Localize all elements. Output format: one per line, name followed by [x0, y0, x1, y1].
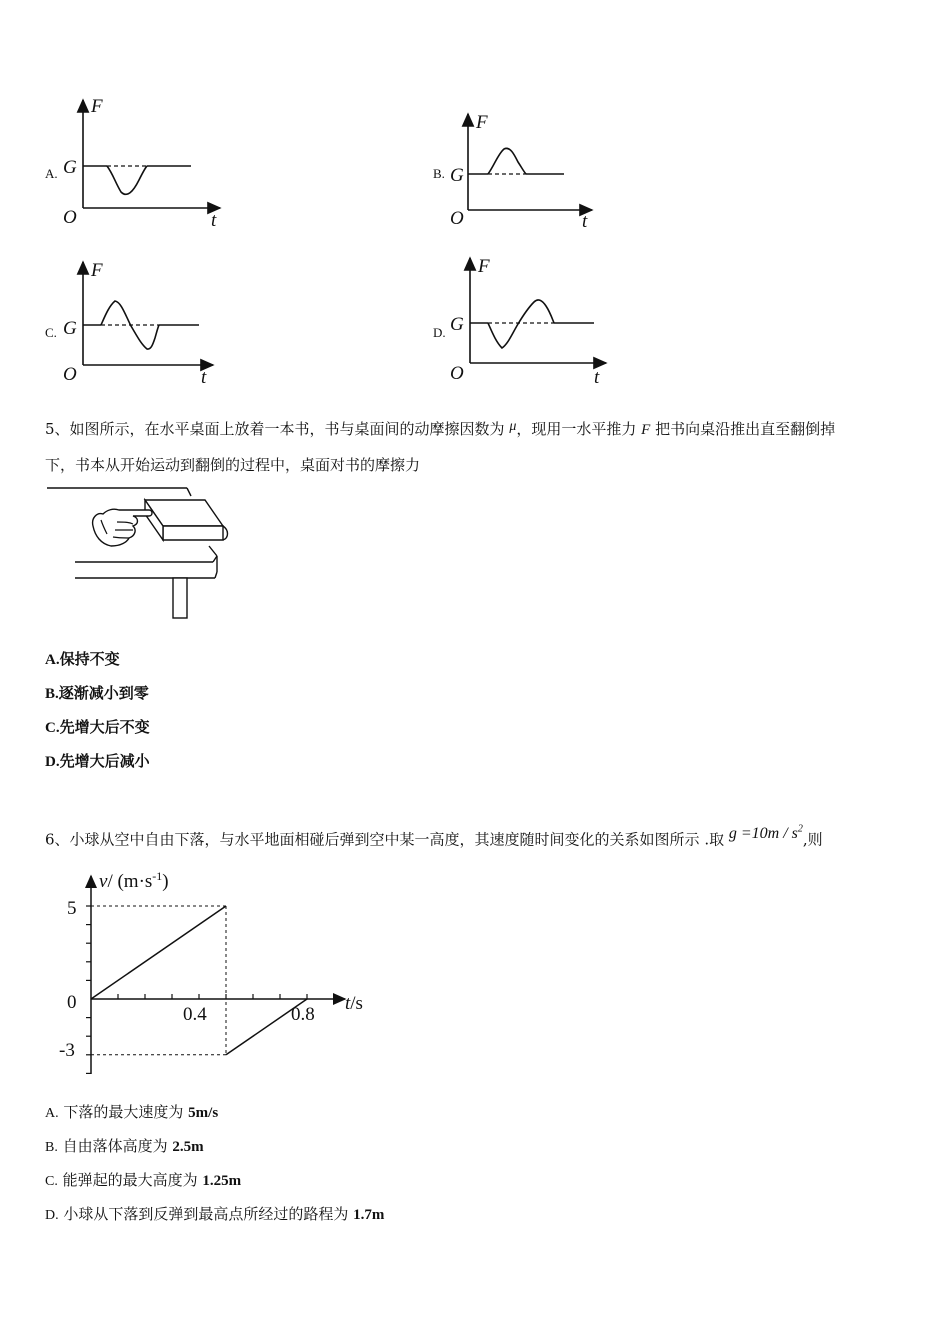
q6-g-sup: 2 [797, 824, 803, 835]
graph-c-t: t [201, 367, 207, 388]
option-b-label: B. [433, 166, 445, 181]
q6-stem [45, 820, 823, 849]
book-table-illustration [45, 484, 235, 622]
q6-option-b-label: B. [45, 1140, 58, 1155]
graph-a-O: O [63, 207, 77, 228]
q5-choice-a[interactable] [45, 648, 120, 669]
q5-number: 5 [45, 420, 55, 438]
q5-choice-c[interactable] [45, 716, 150, 737]
vt-tick-label-0.4: 0.4 [183, 1004, 207, 1025]
q5-text-part2: ，现用一水平推力 [516, 420, 637, 438]
q5-choice-d[interactable] [45, 750, 150, 771]
option-a-label: A. [45, 166, 58, 181]
q6-option-a-text: 下落的最大速度为 [58, 1103, 189, 1121]
q6-option-c-value: 1.25m [202, 1173, 242, 1189]
q5-choice-b[interactable] [45, 682, 149, 703]
graph-d-O: O [450, 363, 464, 384]
graph-d-G: G [450, 314, 464, 335]
graph-d-F: F [478, 256, 490, 277]
option-c-label: C. [45, 325, 57, 340]
graph-a [55, 92, 235, 232]
q5-choice-c-text: 先增大后不变 [59, 718, 150, 736]
graph-b [442, 106, 622, 236]
q5-choice-d-text: 先增大后减小 [59, 752, 150, 770]
q5-choice-c-label: C. [45, 720, 60, 736]
q6-option-a-value: 5m/s [188, 1105, 219, 1121]
vt-tick-label-0.8: 0.8 [291, 1004, 315, 1025]
q6-g-expr-text: g =10m / s [728, 825, 798, 843]
q6-option-d-value: 1.7m [353, 1207, 385, 1223]
q5-force-symbol: F [641, 422, 651, 438]
q6-tail: ,则 [802, 830, 823, 849]
q5-stem-line2: 下，书本从开始运动到翻倒的过程中，桌面对书的摩擦力 [45, 456, 421, 474]
vt-series-1 [91, 906, 226, 999]
q6-option-d-label: D. [45, 1208, 59, 1223]
q5-mu-symbol: μ [509, 419, 517, 434]
graph-b-O: O [450, 208, 464, 229]
graph-c-F: F [91, 260, 103, 281]
q6-option-b-text: 自由落体高度为 [57, 1137, 173, 1155]
vt-graph [45, 866, 385, 1082]
graph-c [55, 256, 235, 392]
q5-text-part3: 把书向桌沿推出直至翻倒掉 [650, 420, 836, 438]
q6-option-b[interactable] [45, 1135, 204, 1156]
vt-y-label: v/ $(m\cdot s^{-1})$ [99, 869, 169, 892]
q6-option-c[interactable] [45, 1169, 241, 1190]
q6-g-expr [729, 825, 803, 842]
q5-choice-a-text: 保持不变 [59, 650, 120, 668]
q6-option-c-text: 能弹起的最大高度为 [57, 1171, 203, 1189]
q6-option-b-value: 2.5m [172, 1139, 204, 1155]
graph-d-t: t [594, 367, 600, 388]
vt-x-label: t/s [345, 993, 363, 1014]
q5-stem-line1 [45, 417, 835, 440]
vt-tick-label-5: 5 [67, 898, 77, 919]
q6-option-d-text: 小球从下落到反弹到最高点所经过的路程为 [58, 1205, 354, 1223]
option-d-label: D. [433, 325, 446, 340]
q5-choice-b-label: B. [45, 686, 59, 702]
graph-a-t: t [211, 210, 217, 231]
graph-d [442, 252, 622, 392]
graph-c-O: O [63, 364, 77, 385]
q6-option-a-label: A. [45, 1106, 59, 1121]
graph-b-F: F [476, 112, 488, 133]
graph-b-G: G [450, 165, 464, 186]
q5-text-part1: 、如图所示，在水平桌面上放着一本书，书与桌面间的动摩擦因数为 [54, 420, 505, 438]
q6-number: 6 [45, 830, 55, 849]
graph-a-G: G [63, 157, 77, 178]
vt-tick-label-0: 0 [67, 992, 77, 1013]
vt-tick-label-neg3: -3 [59, 1040, 75, 1061]
q5-choice-b-text: 逐渐减小到零 [58, 684, 149, 702]
q6-option-d[interactable] [45, 1203, 384, 1224]
q6-option-c-label: C. [45, 1174, 58, 1189]
q5-choice-d-label: D. [45, 754, 60, 770]
q6-option-a[interactable] [45, 1101, 218, 1122]
q5-choice-a-label: A. [45, 652, 60, 668]
graph-c-G: G [63, 318, 77, 339]
graph-b-t: t [582, 211, 588, 232]
q6-text: 、小球从空中自由下落，与水平地面相碰后弹到空中某一高度，其速度随时间变化的关系如图所示 .取 [54, 830, 725, 849]
graph-a-F: F [91, 96, 103, 117]
vt-guides [91, 906, 226, 1055]
vt-series [91, 906, 307, 1055]
